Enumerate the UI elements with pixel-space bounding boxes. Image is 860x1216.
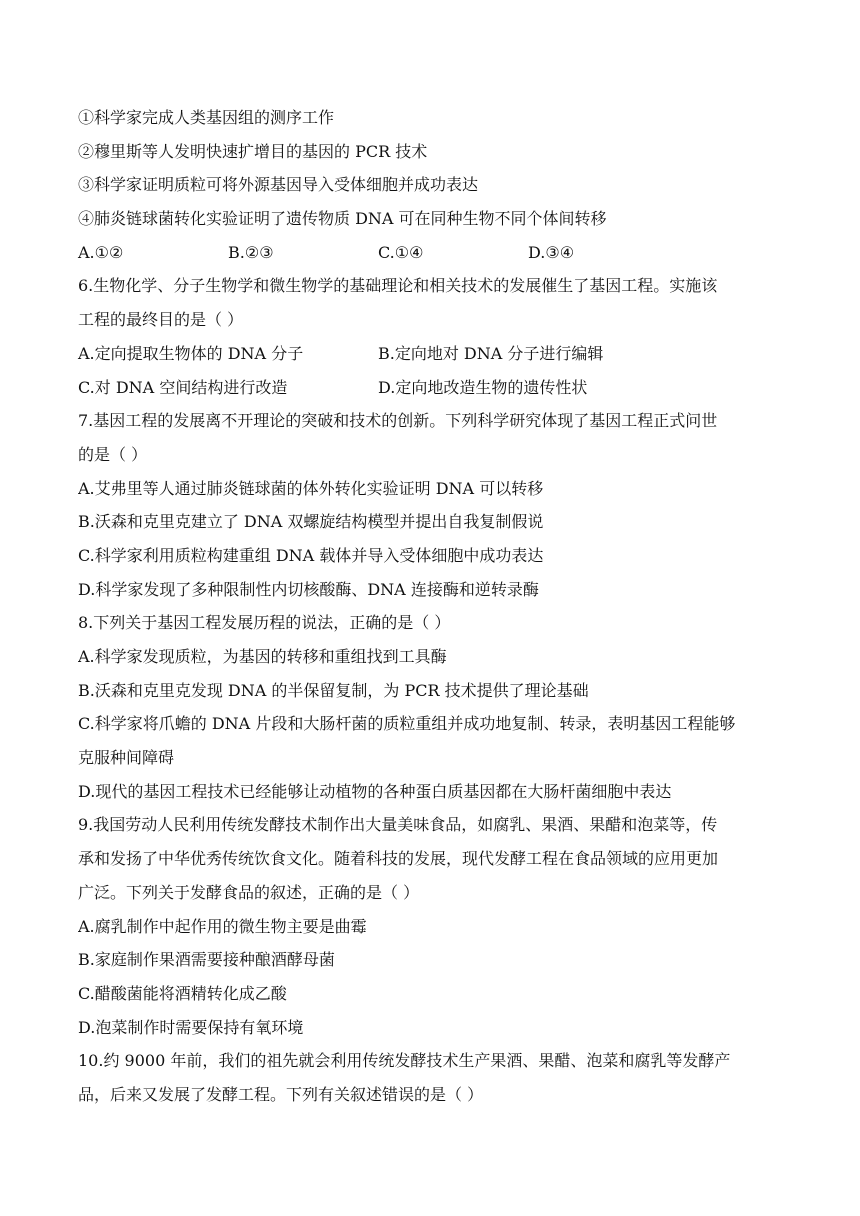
q5-option-a: A.①② <box>78 242 124 262</box>
q7-option-c: C.科学家利用质粒构建重组 DNA 载体并导入受体细胞中成功表达 <box>78 545 544 565</box>
q7-stem-line-1: 7.基因工程的发展离不开理论的突破和技术的创新。下列科学研究体现了基因工程正式问世 <box>78 411 718 431</box>
statement-4: ④肺炎链球菌转化实验证明了遗传物质 DNA 可在同种生物不同个体间转移 <box>78 209 607 229</box>
q5-options <box>78 236 782 270</box>
q5-option-c: C.①④ <box>378 242 424 262</box>
q9-option-b: B.家庭制作果酒需要接种酿酒酵母菌 <box>78 950 335 970</box>
q6-option-a: A.定向提取生物体的 DNA 分子 <box>78 343 304 363</box>
q9-option-d: D.泡菜制作时需要保持有氧环境 <box>78 1017 304 1037</box>
q9-option-a: A.腐乳制作中起作用的微生物主要是曲霉 <box>78 916 367 936</box>
q7-stem-line-2: 的是（ ） <box>78 444 148 464</box>
statement-1: ①科学家完成人类基因组的测序工作 <box>78 108 335 127</box>
q9-stem-line-3: 广泛。下列关于发酵食品的叙述，正确的是（ ） <box>78 882 420 902</box>
statement-3: ③科学家证明质粒可将外源基因导入受体细胞并成功表达 <box>78 175 479 195</box>
q8-option-a: A.科学家发现质粒，为基因的转移和重组找到工具酶 <box>78 647 447 666</box>
q7-option-b: B.沃森和克里克建立了 DNA 双螺旋结构模型并提出自我复制假说 <box>78 512 544 532</box>
q8-option-b: B.沃森和克里克发现 DNA 的半保留复制，为 PCR 技术提供了理论基础 <box>78 680 589 700</box>
q9-stem-line-1: 9.我国劳动人民利用传统发酵技术制作出大量美味食品，如腐乳、果酒、果醋和泡菜等，传 <box>78 815 718 835</box>
q6-stem-line-1: 6.生物化学、分子生物学和微生物学的基础理论和相关技术的发展催生了基因工程。实施该 <box>78 276 718 296</box>
q5-option-b: B.②③ <box>228 242 274 262</box>
q6-options-row-1 <box>78 337 782 371</box>
q9-stem-line-2: 承和发扬了中华优秀传统饮食文化。随着科技的发展，现代发酵工程在食品领域的应用更加 <box>78 849 719 869</box>
q6-option-b: B.定向地对 DNA 分子进行编辑 <box>378 343 604 363</box>
q10-stem-line-2: 品，后来又发展了发酵工程。下列有关叙述错误的是（ ） <box>78 1084 484 1104</box>
q6-option-c: C.对 DNA 空间结构进行改造 <box>78 377 288 397</box>
q7-option-a: A.艾弗里等人通过肺炎链球菌的体外转化实验证明 DNA 可以转移 <box>78 478 544 498</box>
statement-2: ②穆里斯等人发明快速扩增目的基因的 PCR 技术 <box>78 141 428 161</box>
q6-stem-line-2: 工程的最终目的是（ ） <box>78 310 244 330</box>
q8-option-d: D.现代的基因工程技术已经能够让动植物的各种蛋白质基因都在大肠杆菌细胞中表达 <box>78 781 672 801</box>
q7-option-d: D.科学家发现了多种限制性内切核酸酶、DNA 连接酶和逆转录酶 <box>78 579 539 599</box>
q9-option-c: C.醋酸菌能将酒精转化成乙酸 <box>78 983 287 1003</box>
q10-stem-line-1: 10.约 9000 年前，我们的祖先就会利用传统发酵技术生产果酒、果醋、泡菜和腐乳等发酵产 <box>78 1051 731 1071</box>
q5-option-d: D.③④ <box>528 242 575 262</box>
q6-option-d: D.定向地改造生物的遗传性状 <box>378 377 588 397</box>
q6-options-row-2 <box>78 371 782 405</box>
q8-option-c-line-2: 克服种间障碍 <box>78 748 175 768</box>
q8-stem: 8.下列关于基因工程发展历程的说法，正确的是（ ） <box>78 613 451 633</box>
q8-option-c-line-1: C.科学家将爪蟾的 DNA 片段和大肠杆菌的质粒重组并成功地复制、转录，表明基因工程能够 <box>78 714 736 734</box>
